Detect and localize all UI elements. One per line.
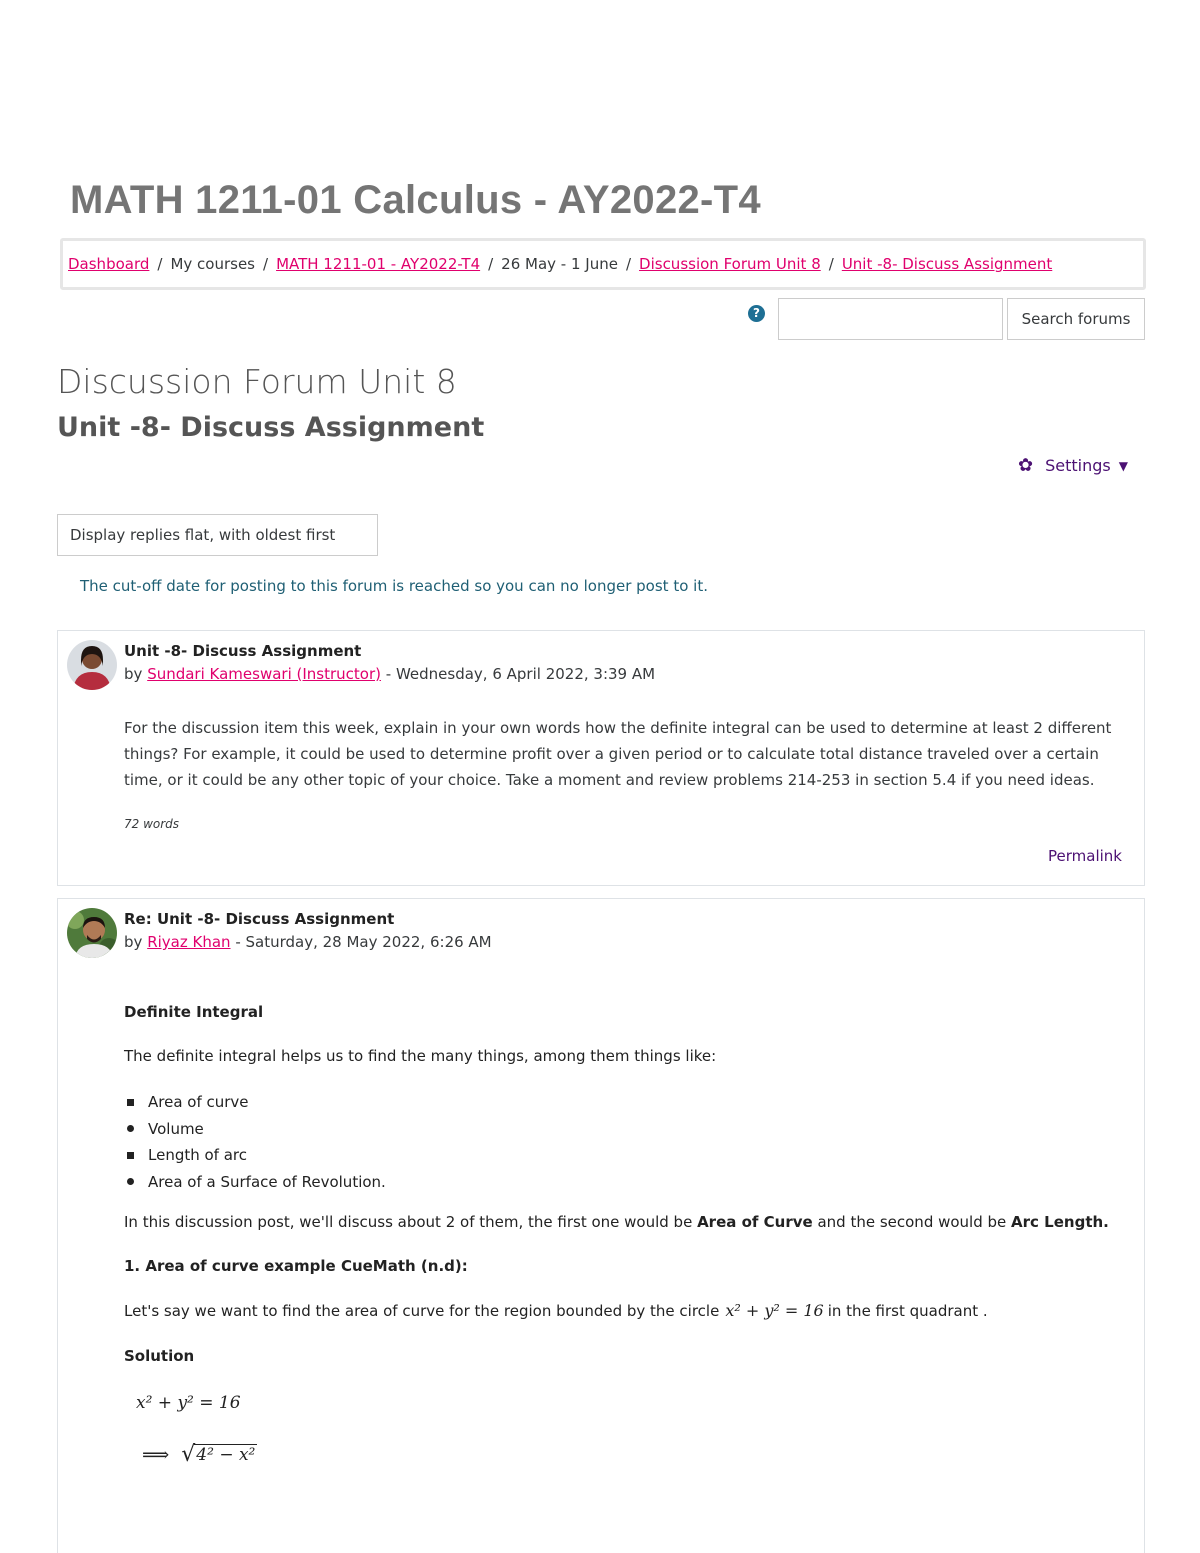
permalink-link[interactable]: Permalink (1048, 847, 1122, 865)
forum-post (57, 630, 1145, 886)
post-heading: Definite Integral (124, 1003, 264, 1021)
math-equation: x² + y² = 16 (136, 1393, 241, 1413)
list-item (124, 1116, 386, 1143)
post-subject: Unit -8- Discuss Assignment (124, 642, 362, 660)
list-item-text: Volume (148, 1119, 204, 1138)
word-count: 72 words (124, 817, 180, 831)
post-subheading: 1. Area of curve example CueMath (n.d): (124, 1257, 468, 1275)
breadcrumb-forum[interactable]: Discussion Forum Unit 8 (639, 255, 821, 273)
breadcrumb-my-courses: My courses (170, 255, 255, 273)
post-date: - Wednesday, 6 April 2022, 3:39 AM (385, 665, 656, 683)
breadcrumb-discussion[interactable]: Unit -8- Discuss Assignment (841, 255, 1053, 273)
list-item (124, 1089, 386, 1116)
byline-by: by (124, 665, 143, 683)
gear-icon: ✿ (1018, 455, 1034, 476)
post-byline (124, 933, 492, 951)
settings-menu[interactable] (1018, 455, 1128, 476)
post-paragraph (124, 1301, 988, 1320)
implies-arrow-icon: ⟹ (142, 1443, 170, 1466)
list-item (124, 1142, 386, 1169)
display-mode-select[interactable]: Display replies flat, with oldest first (57, 514, 378, 556)
breadcrumb (60, 238, 1146, 290)
bold-run: Arc Length. (1011, 1213, 1109, 1231)
sqrt-radicand: 4² − x² (196, 1445, 256, 1465)
bullet-list (124, 1089, 386, 1195)
bold-run: Area of Curve (697, 1213, 813, 1231)
math-equation (142, 1442, 257, 1467)
author-link[interactable]: Riyaz Khan (147, 933, 231, 951)
list-item-text: Length of arc (148, 1146, 248, 1165)
square-bullet-icon (127, 1099, 134, 1106)
avatar[interactable] (67, 640, 117, 690)
breadcrumb-separator: / (263, 255, 269, 273)
post-date: - Saturday, 28 May 2022, 6:26 AM (235, 933, 492, 951)
breadcrumb-separator: / (828, 255, 834, 273)
breadcrumb-separator: / (157, 255, 163, 273)
sqrt-sign: √ (181, 1442, 196, 1467)
author-link[interactable]: Sundari Kameswari (Instructor) (147, 665, 381, 683)
text-run: in the first quadrant . (827, 1301, 988, 1320)
text-run: In this discussion post, we'll discuss about 2 of them, the first one would be (124, 1213, 698, 1231)
text-run: Let's say we want to find the area of curve for the region bounded by the circle (124, 1301, 720, 1320)
breadcrumb-dashboard[interactable]: Dashboard (68, 255, 150, 273)
post-paragraph (124, 1213, 1109, 1231)
breadcrumb-week: 26 May - 1 June (501, 255, 618, 273)
round-bullet-icon (127, 1125, 134, 1132)
post-paragraph: The definite integral helps us to find the many things, among them things like: (124, 1047, 717, 1065)
question-circle-icon[interactable]: ? (748, 305, 765, 322)
list-item-text: Area of curve (148, 1093, 249, 1112)
post-body: For the discussion item this week, explain in your own words how the definite integral can be used to determine at least 2 different things? For example, it could be used to determine profit over a given period or to calculate total distance traveled over a certain time, or it could be any other topic of your choice. Take a moment and review problems 214-253 in section 5.4 if you need ideas. (124, 719, 1112, 789)
post-byline (124, 665, 655, 683)
caret-down-icon: ▼ (1118, 458, 1128, 473)
breadcrumb-separator: / (625, 255, 632, 273)
forum-post (57, 898, 1145, 1553)
settings-label: Settings (1045, 456, 1111, 475)
avatar[interactable] (67, 908, 117, 958)
discussion-title: Unit -8- Discuss Assignment (57, 412, 485, 443)
round-bullet-icon (127, 1178, 134, 1185)
breadcrumb-separator: / (488, 255, 494, 273)
search-forums-input[interactable] (778, 298, 1003, 340)
forum-title: Discussion Forum Unit 8 (57, 362, 457, 401)
list-item-text: Area of a Surface of Revolution. (148, 1172, 386, 1191)
breadcrumb-course[interactable]: MATH 1211-01 - AY2022-T4 (276, 255, 481, 273)
inline-math: x² + y² = 16 (725, 1301, 824, 1320)
byline-by: by (124, 933, 143, 951)
text-run: and the second would be (812, 1213, 1012, 1231)
list-item (124, 1169, 386, 1196)
post-subject: Re: Unit -8- Discuss Assignment (124, 910, 395, 928)
post-subheading: Solution (124, 1347, 195, 1365)
search-forums-button[interactable]: Search forums (1007, 298, 1145, 340)
course-title: MATH 1211-01 Calculus - AY2022-T4 (70, 178, 761, 222)
cutoff-notice: The cut-off date for posting to this forum is reached so you can no longer post to it. (80, 577, 708, 595)
square-bullet-icon (127, 1152, 134, 1159)
